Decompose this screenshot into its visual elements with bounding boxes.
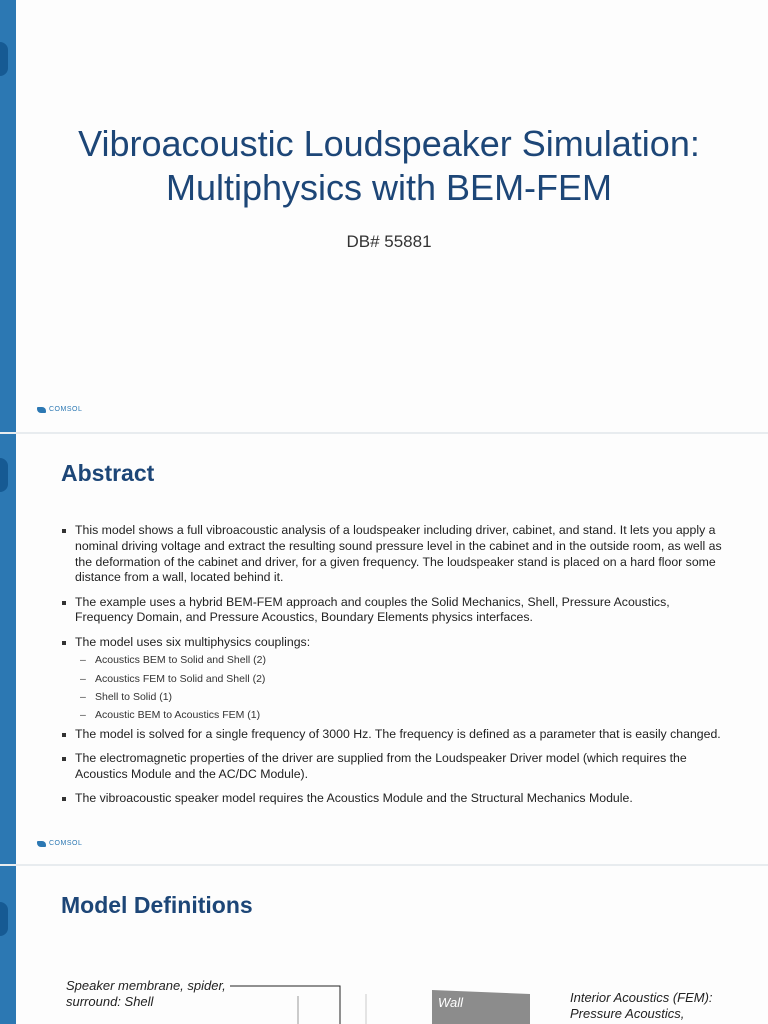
membrane-leader-line [230,986,340,1024]
coupling-item: – Acoustic BEM to Acoustics FEM (1) [75,709,729,722]
membrane-label [66,978,226,1010]
model-definitions-slide [0,866,768,1024]
bullet-text: The model uses six multiphysics couplings: [75,634,311,649]
title-slide [0,0,768,432]
comsol-logo [37,406,82,413]
comsol-logo [37,840,82,847]
coupling-item: – Shell to Solid (1) [75,691,729,704]
comsol-logo-text: COMSOL [49,406,83,413]
abstract-slide [0,434,768,864]
coupling-list [75,654,729,722]
title-line-2: Multiphysics with BEM-FEM [165,167,613,208]
bullet-item: The model is solved for a single frequency of 3000 Hz. The frequency is defined as a parameter that is easily changed. [61,727,729,743]
comsol-logo-text: COMSOL [49,840,83,847]
coupling-item: – Acoustics BEM to Solid and Shell (2) [75,654,729,667]
abstract-heading: Abstract [61,460,155,486]
sidebar-notch [0,42,8,76]
bullet-item-couplings [61,635,729,722]
slide-sidebar [0,434,16,864]
coupling-item: – Acoustics FEM to Solid and Shell (2) [75,673,729,686]
slide-sidebar [0,0,16,432]
interior-label-line-1: Interior Acoustics (FEM): [570,990,713,1005]
bullet-item: The example uses a hybrid BEM-FEM approach and couples the Solid Mechanics, Shell, Pressure Acoustics, Frequency Domain, and Pressure Acoustics, Boundary Elements physics interfaces. [61,595,729,627]
title-line-1: Vibroacoustic Loudspeaker Simulation: [78,123,700,164]
interior-label-line-2: Pressure Acoustics, [570,1006,685,1021]
model-definitions-heading: Model Definitions [61,892,253,918]
wall-label: Wall [438,995,464,1010]
bullet-item: The vibroacoustic speaker model requires the Acoustics Module and the Structural Mechanics Module. [61,791,729,807]
abstract-bullet-list [61,523,729,815]
membrane-label-line-1: Speaker membrane, spider, [66,978,226,993]
interior-acoustics-label [570,990,713,1022]
comsol-logo-icon [37,841,46,847]
bullet-item: This model shows a full vibroacoustic analysis of a loudspeaker including driver, cabinet, and stand. It lets you apply a nominal driving voltage and extract the resulting sound pressure level in the cabinet and in the outside room, as well as the deformation of the cabinet and driver, for a given frequency. The loudspeaker stand is placed on a hard floor some distance from a wall, located behind it. [61,523,729,586]
document-title [30,122,748,210]
db-number: DB# 55881 [346,232,432,251]
membrane-label-line-2: surround: Shell [66,994,154,1009]
bullet-item: The electromagnetic properties of the driver are supplied from the Loudspeaker Driver model (which requires the Acoustics Module and the AC/DC Module). [61,751,729,783]
comsol-logo-icon [37,407,46,413]
sidebar-notch [0,458,8,492]
